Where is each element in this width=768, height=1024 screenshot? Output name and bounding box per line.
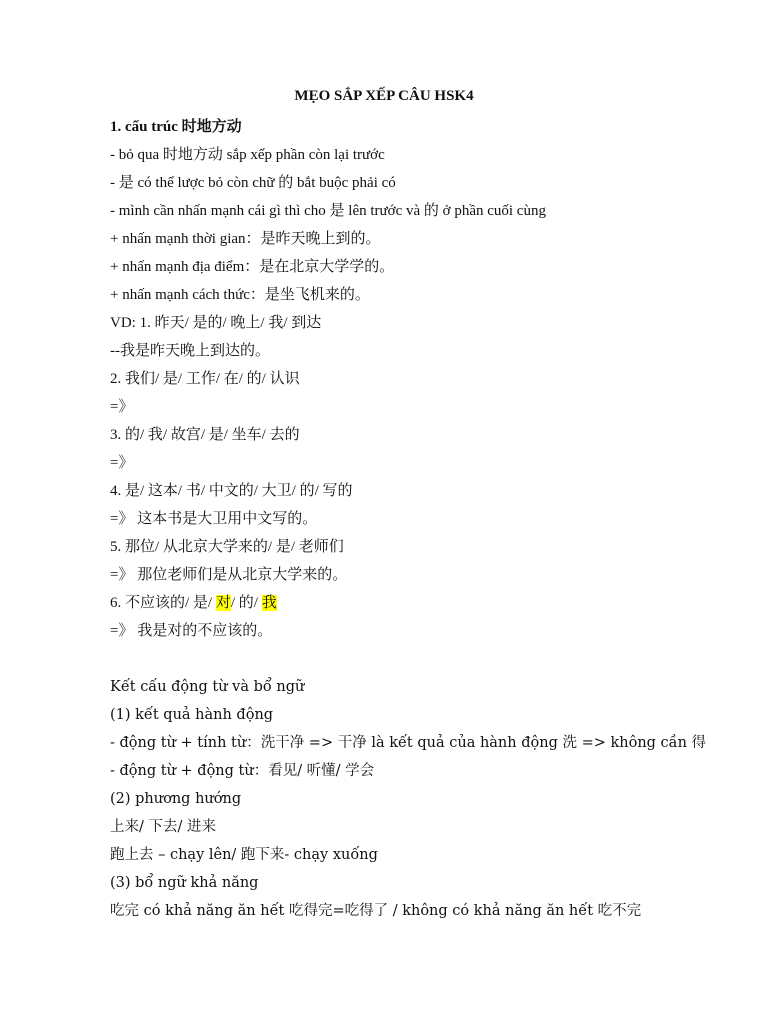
- text-line: - 是 có thể lược bỏ còn chữ 的 bắt buộc phải có: [110, 175, 396, 191]
- highlighted-word: 对: [215, 595, 231, 611]
- example-answer: =》 这本书是大卫用中文写的。: [110, 511, 318, 527]
- text-line: + nhấn mạnh cách thức：是坐飞机来的。: [110, 287, 370, 303]
- text-line: (1) kết quả hành động: [110, 707, 274, 723]
- text-line: + nhấn mạnh thời gian：是昨天晚上到的。: [110, 231, 381, 247]
- example-line: 3. 的/ 我/ 故宫/ 是/ 坐车/ 去的: [110, 427, 300, 443]
- example-line: 2. 我们/ 是/ 工作/ 在/ 的/ 认识: [110, 371, 300, 387]
- example-answer: =》 我是对的不应该的。: [110, 623, 273, 639]
- text-line: + nhấn mạnh địa điểm：是在北京大学学的。: [110, 259, 395, 275]
- section-heading: 1. cấu trúc 时地方动: [110, 119, 242, 135]
- text-line: 跑上去 – chạy lên/ 跑下来- chạy xuống: [110, 847, 378, 863]
- section-heading: Kết cấu động từ và bổ ngữ: [110, 679, 305, 695]
- text-line: 上来/ 下去/ 进来: [110, 819, 216, 835]
- example-answer: =》: [110, 399, 134, 415]
- text-line: - bỏ qua 时地方动 sắp xếp phần còn lại trước: [110, 147, 385, 163]
- example-line: 4. 是/ 这本/ 书/ 中文的/ 大卫/ 的/ 写的: [110, 483, 353, 499]
- text-line: (2) phương hướng: [110, 791, 242, 807]
- highlighted-word: 我: [261, 595, 277, 611]
- example-line: 6. 不应该的/ 是/ 对/ 的/ 我: [110, 595, 277, 611]
- example-line: 5. 那位/ 从北京大学来的/ 是/ 老师们: [110, 539, 344, 555]
- text-line: 吃完 có khả năng ăn hết 吃得完=吃得了 / không có khả năng ăn hết 吃不完: [110, 903, 642, 919]
- text-line: - động từ + động từ：看见/ 听懂/ 学会: [110, 763, 375, 779]
- example-answer: --我是昨天晚上到达的。: [110, 343, 270, 359]
- page-title: MẸO SẮP XẾP CÂU HSK4: [294, 88, 474, 104]
- text-line: - động từ + tính từ：洗干净 => 干净 là kết quả của hành động 洗 => không cần 得: [110, 735, 707, 751]
- text-line: - mình cần nhấn mạnh cái gì thì cho 是 lên trước và 的 ở phần cuối cùng: [110, 203, 546, 219]
- text-line: (3) bổ ngữ khả năng: [110, 875, 259, 891]
- example-line: VD: 1. 昨天/ 是的/ 晚上/ 我/ 到达: [110, 315, 322, 331]
- example-answer: =》: [110, 455, 134, 471]
- example-answer: =》 那位老师们是从北京大学来的。: [110, 567, 348, 583]
